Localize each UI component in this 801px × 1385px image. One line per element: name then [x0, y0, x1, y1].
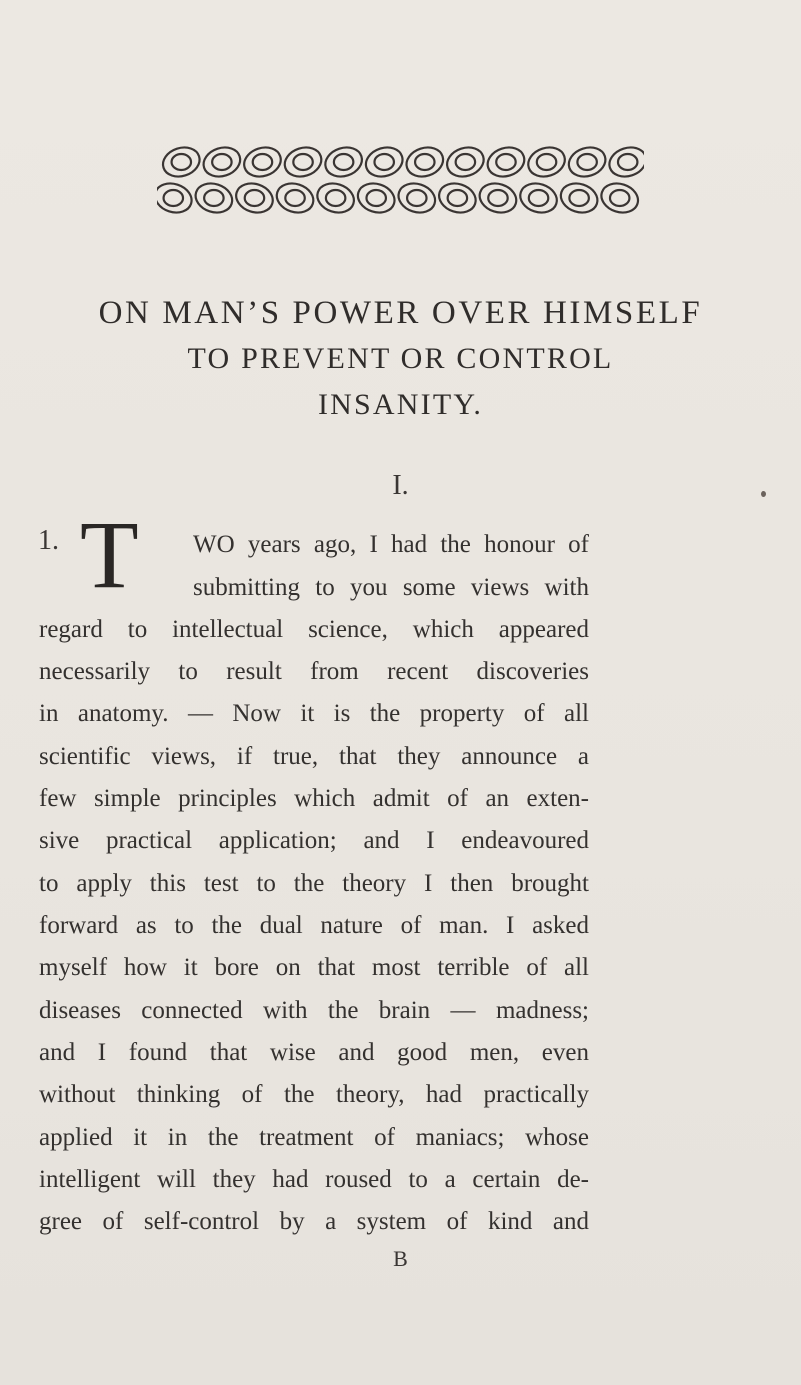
ornament-inner-loop [293, 154, 312, 170]
ornament-loop [273, 179, 317, 217]
ornament-loop [598, 179, 642, 217]
ornament-band-icon [157, 142, 644, 220]
ornament-loop [395, 179, 439, 217]
ornament-loop [516, 179, 560, 217]
ornament-inner-loop [245, 190, 264, 206]
ornament-loop [240, 143, 284, 181]
ornament-inner-loop [253, 154, 272, 170]
ornament-inner-loop [204, 190, 223, 206]
body-line-8: sive practical application; and I endeavoured [39, 827, 589, 854]
ornament-inner-loop [577, 154, 596, 170]
ornament-loop [232, 179, 276, 217]
title-line-2: TO PREVENT OR CONTROL [187, 342, 614, 375]
title-line-3: INSANITY. [317, 388, 484, 421]
body-line-10: forward as to the dual nature of man. I asked [39, 912, 589, 939]
ornament-loop [403, 143, 447, 181]
ornament-inner-loop [537, 154, 556, 170]
drop-cap: T [80, 501, 139, 608]
ink-speck [761, 491, 766, 497]
body-line-13: and I found that wise and good men, even [39, 1039, 589, 1066]
ornament-inner-loop [326, 190, 345, 206]
ornament-loop [314, 179, 358, 217]
body-line-14: without thinking of the theory, had practically [39, 1081, 589, 1108]
signature-mark: B [393, 1246, 408, 1271]
body-line-4: necessarily to result from recent discoveries [39, 658, 589, 685]
ornament-inner-loop [415, 154, 434, 170]
ornament-loop [192, 179, 236, 217]
body-line-12: diseases connected with the brain — madness; [39, 997, 589, 1024]
ornament-inner-loop [448, 190, 467, 206]
ornament-loop [565, 143, 609, 181]
ornament-loop [476, 179, 520, 217]
body-line-1: WO years ago, I had the honour of [193, 531, 589, 558]
body-line-9: to apply this test to the theory I then brought [39, 870, 589, 897]
ornament-loop [557, 179, 601, 217]
ornament-loop [484, 143, 528, 181]
ornament-inner-loop [366, 190, 385, 206]
ornament-inner-loop [172, 154, 191, 170]
ornament-inner-loop [496, 154, 515, 170]
body-line-7: few simple principles which admit of an exten- [39, 785, 589, 812]
ornament-inner-loop [407, 190, 426, 206]
ornament-loop [524, 143, 568, 181]
ornament-loop [443, 143, 487, 181]
body-line-17: gree of self-control by a system of kind and [39, 1208, 589, 1235]
ornament-inner-loop [456, 154, 475, 170]
ornament-inner-loop [285, 190, 304, 206]
ornament-loop [159, 143, 203, 181]
ornament-inner-loop [212, 154, 231, 170]
ornament-inner-loop [569, 190, 588, 206]
title-line-1: ON MAN’S POWER OVER HIMSELF [98, 295, 703, 331]
ornament-loop [200, 143, 244, 181]
ornament-inner-loop [334, 154, 353, 170]
body-line-11: myself how it bore on that most terrible of all [39, 954, 589, 981]
body-line-6: scientific views, if true, that they announce a [39, 743, 589, 770]
ornament-loop [435, 179, 479, 217]
ornament-inner-loop [488, 190, 507, 206]
paragraph-number: 1. [38, 525, 59, 556]
ornament-inner-loop [618, 154, 637, 170]
ornament-loop [362, 143, 406, 181]
section-numeral: I. [392, 470, 409, 501]
body-line-15: applied it in the treatment of maniacs; whose [39, 1124, 589, 1151]
body-line-16: intelligent will they had roused to a certain de- [39, 1166, 589, 1193]
body-line-2: submitting to you some views with [193, 574, 589, 601]
ornament-loop [354, 179, 398, 217]
body-line-5: in anatomy. — Now it is the property of all [39, 700, 589, 727]
ornament-loop [281, 143, 325, 181]
ornament-inner-loop [374, 154, 393, 170]
body-line-3: regard to intellectual science, which appeared [39, 616, 589, 643]
ornament-inner-loop [164, 190, 183, 206]
ornament-inner-loop [529, 190, 548, 206]
ornament-inner-loop [610, 190, 629, 206]
ornament-loop [322, 143, 366, 181]
